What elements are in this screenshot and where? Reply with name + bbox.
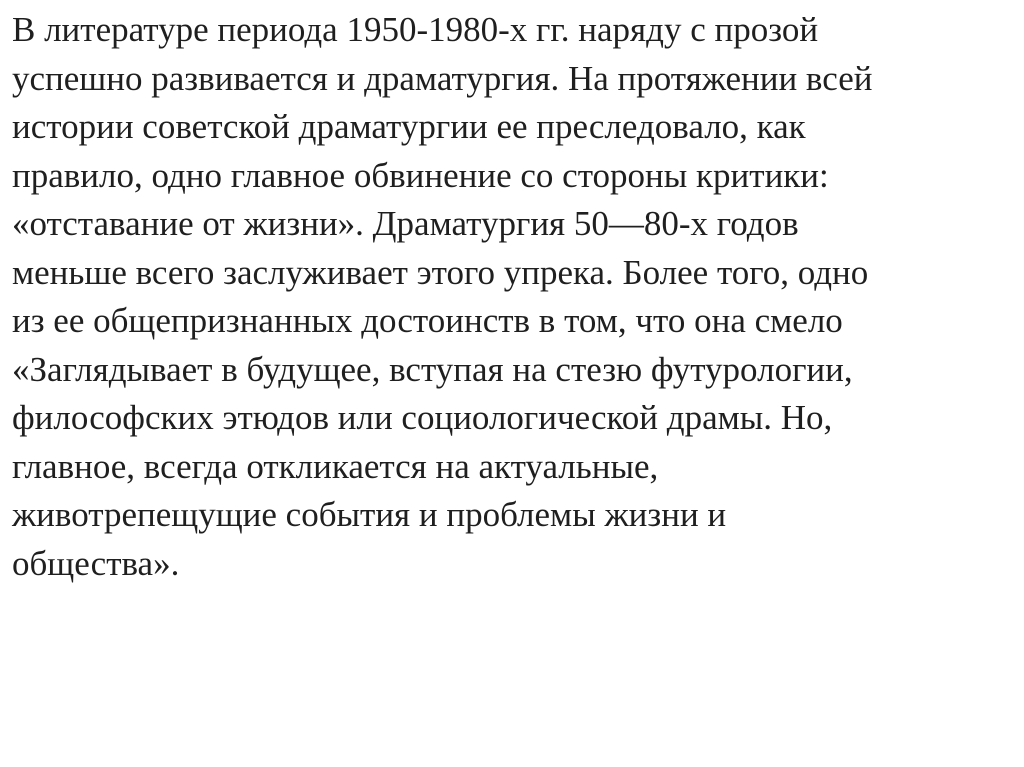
text-line: из ее общепризнанных достоинств в том, что она смело [12,301,843,340]
body-text [12,6,1017,588]
text-line: философских этюдов или социологической драмы. Но, [12,398,833,437]
text-line: животрепещущие события и проблемы жизни и [12,495,727,534]
text-line: В литературе периода 1950-1980-х гг. наряду с прозой [12,10,819,49]
text-line: «Заглядывает в будущее, вступая на стезю футурологии, [12,349,853,389]
text-line: правило, одно главное обвинение со стороны критики: [12,155,829,195]
text-line: истории советской драматургии ее преследовало, как [12,107,806,146]
text-line: общества». [12,543,180,583]
text-line: «отставание от жизни». Драматургия 50—80-х годов [12,204,799,243]
text-line: успешно развивается и драматургия. На протяжении всей [12,58,873,98]
text-line: меньше всего заслуживает этого упрека. Более того, одно [12,252,869,292]
text-line: главное, всегда откликается на актуальные, [12,446,659,486]
